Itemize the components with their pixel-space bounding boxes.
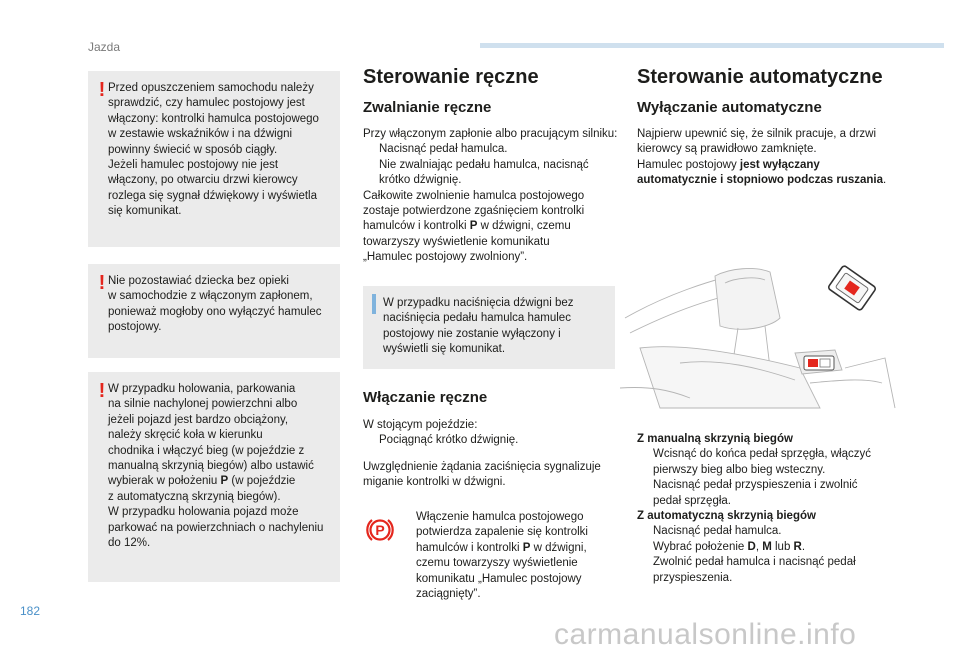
auto-release-text — [637, 127, 937, 189]
warning-text — [108, 81, 332, 220]
text-line: „Hamulec postojowy zwolniony”. — [363, 251, 528, 264]
warning-icon: ! — [98, 380, 106, 402]
apply-confirm-text — [416, 510, 626, 602]
epb-switch-zoom — [828, 265, 877, 311]
text-line: kierowcy są prawidłowo zamknięte. — [637, 143, 817, 156]
text-line: miganie kontrolki w dźwigni. — [363, 476, 506, 489]
text-line: manualną skrzynią biegów) albo ustawić — [108, 460, 314, 473]
page-number: 182 — [20, 604, 41, 618]
console-drawing — [620, 258, 900, 418]
text-line: wybierak w położeniu P (w pojeździe — [108, 475, 296, 488]
text-line: Najpierw upewnić się, że silnik pracuje, a drzwi — [637, 128, 877, 140]
info-box-lever — [363, 286, 615, 369]
info-text — [383, 296, 607, 358]
text-line: do 12%. — [108, 537, 151, 550]
parking-brake-icon — [365, 515, 395, 545]
text-line: przyspieszenia. — [653, 571, 733, 584]
manual-control-title: Sterowanie ręczne — [363, 66, 539, 88]
text-line: Włączenie hamulca postojowego — [416, 511, 584, 523]
text-line: zaciągnięty”. — [416, 588, 481, 601]
text-line: Uwzględnienie żądania zaciśnięcia sygnalizuje — [363, 461, 601, 473]
text-line: towarzyszy wyświetlenie komunikatu — [363, 235, 550, 248]
text-line: automatycznie i stopniowo podczas ruszania. — [637, 174, 887, 187]
text-line: W przypadku holowania pojazd może — [108, 506, 299, 519]
manual-gearbox-heading: Z manualną skrzynią biegów — [637, 433, 793, 445]
auto-gearbox-heading: Z automatyczną skrzynią biegów — [637, 510, 816, 523]
text-line: Hamulec postojowy jest wyłączany — [637, 158, 820, 171]
text-line: czemu towarzyszy wyświetlenie — [416, 557, 578, 570]
text-line: W przypadku holowania, parkowania — [108, 383, 296, 395]
start-instructions — [637, 432, 937, 586]
text-line: postojowy. — [108, 321, 162, 334]
text-line: rozlega się sygnał dźwiękowy i wyświetla — [108, 189, 317, 202]
text-line: Jeżeli hamulec postojowy nie jest — [108, 159, 279, 172]
text-line: w samochodzie z włączonym zapłonem, — [108, 290, 313, 303]
text-line: Przy włączonym zapłonie albo pracującym silniku: — [363, 128, 618, 140]
manual-apply-text — [363, 418, 623, 449]
auto-release-heading: Wyłączanie automatyczne — [637, 99, 822, 116]
text-line: W przypadku naciśnięcia dźwigni bez — [383, 297, 574, 309]
text-line: powinny świecić w sposób ciągły. — [108, 143, 278, 156]
text-line: Nie pozostawiać dziecka bez opieki — [108, 275, 289, 287]
bullet-item: Nacisnąć pedał hamulca. — [379, 143, 508, 156]
text-line: sprawdzić, czy hamulec postojowy jest — [108, 97, 305, 110]
text-line: zostaje potwierdzone zgaśnięciem kontrolki — [363, 205, 585, 218]
text-line: hamulców i kontrolki P w dźwigni, — [416, 541, 587, 554]
text-line: chodnika i włączyć bieg (w pojeździe z — [108, 444, 305, 457]
bullet-item: Nie zwalniając pedału hamulca, nacisnąć — [379, 158, 589, 171]
svg-text:P: P — [375, 522, 385, 538]
epb-switch — [804, 356, 834, 370]
text-line: naciśnięcia pedału hamulca hamulec — [383, 312, 571, 325]
manual-release-text — [363, 127, 623, 266]
text-line: Całkowite zwolnienie hamulca postojowego — [363, 189, 585, 202]
text-line: z automatyczną skrzynią biegów). — [108, 490, 281, 503]
text-line: potwierdza zapalenie się kontrolki — [416, 526, 588, 539]
manual-release-heading: Zwalnianie ręczne — [363, 99, 492, 116]
apply-signal-text — [363, 460, 623, 491]
warning-text — [108, 274, 332, 336]
text-line: pierwszy bieg albo bieg wsteczny. — [653, 463, 826, 476]
text-line: włączony: kontrolki hamulca postojowego — [108, 112, 319, 125]
bullet-item: Nacisnąć pedał hamulca. — [653, 525, 782, 538]
text-line: W stojącym pojeździe: — [363, 419, 478, 431]
warning-box-parking-check — [88, 71, 340, 247]
auto-control-title: Sterowanie automatyczne — [637, 66, 883, 88]
text-line: ponieważ mogłoby ono wyłączyć hamulec — [108, 305, 322, 318]
text-line: na silnie nachylonej powierzchni albo — [108, 398, 298, 411]
text-line: komunikatu „Hamulec postojowy — [416, 572, 582, 585]
info-icon — [372, 294, 376, 314]
parking-brake-warning-icon — [365, 515, 395, 545]
bullet-item: Wcisnąć do końca pedał sprzęgła, włączyć — [653, 448, 871, 461]
warning-box-child — [88, 264, 340, 358]
warning-icon: ! — [98, 272, 106, 294]
bullet-item: Nacisnąć pedał przyspieszenia i zwolnić — [653, 479, 858, 492]
bullet-item: Wybrać położenie D, M lub R. — [653, 540, 806, 553]
text-line: postojowy nie zostanie wyłączony i — [383, 327, 561, 340]
section-label: Jazda — [88, 40, 121, 54]
text-line: należy skręcić koła w kierunku — [108, 429, 263, 442]
header-bar — [480, 43, 944, 48]
text-line: Przed opuszczeniem samochodu należy — [108, 82, 314, 94]
text-line: się komunikat. — [108, 205, 182, 218]
text-line: włączony, po otwarciu drzwi kierowcy — [108, 174, 298, 187]
text-line: hamulców i kontrolki P w dźwigni, czemu — [363, 220, 571, 233]
warning-box-towing — [88, 372, 340, 582]
text-line: wyświetli się komunikat. — [383, 343, 506, 356]
text-line: krótko dźwignię. — [379, 174, 462, 187]
bullet-item: Zwolnić pedał hamulca i nacisnąć pedał — [653, 556, 856, 569]
console-illustration — [620, 258, 900, 418]
text-line: parkować na powierzchniach o nachyleniu — [108, 521, 324, 534]
text-line: jeżeli pojazd jest bardzo obciążony, — [108, 413, 289, 426]
text-line: w zestawie wskaźników i na dźwigni — [108, 128, 293, 141]
text-line: pedał sprzęgła. — [653, 494, 731, 507]
bullet-item: Pociągnąć krótko dźwignię. — [379, 434, 519, 447]
watermark: carmanualsonline.info — [554, 618, 857, 651]
warning-text — [108, 382, 332, 551]
manual-apply-heading: Włączanie ręczne — [363, 389, 488, 406]
warning-icon: ! — [98, 79, 106, 101]
